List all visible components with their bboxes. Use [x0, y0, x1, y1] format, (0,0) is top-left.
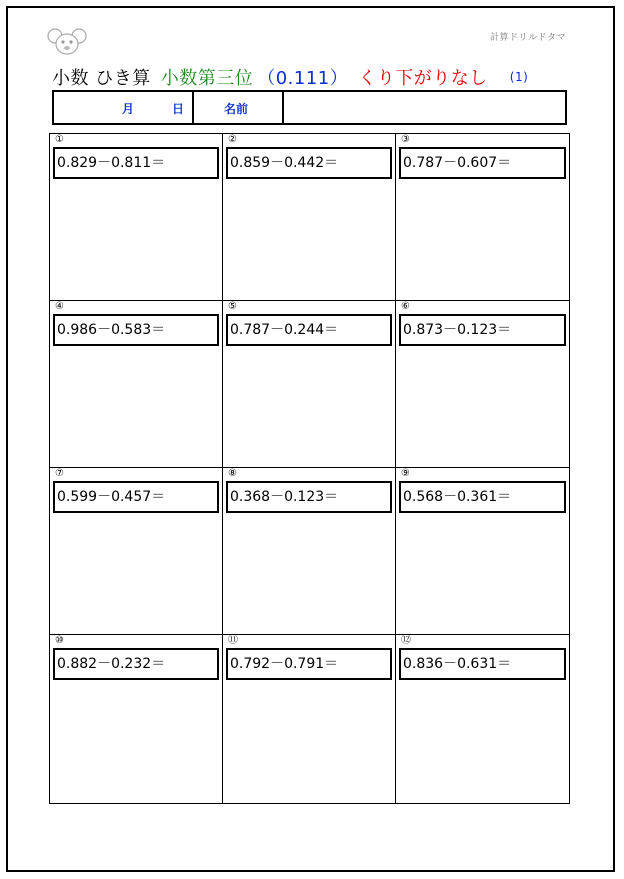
problem-cell	[396, 635, 569, 803]
problem-number: ③	[401, 134, 410, 145]
title-sheet-number: (1)	[509, 70, 529, 84]
problem-cell	[223, 301, 396, 468]
month-label: 月	[122, 102, 135, 116]
answer-space[interactable]	[52, 516, 220, 632]
day-label: 日	[172, 102, 185, 116]
brand-text: 計算ドリルドタマ	[490, 33, 567, 43]
problem-number: ⑤	[228, 301, 237, 312]
problem-cell	[50, 635, 223, 803]
title-topic: 小数第三位	[160, 68, 254, 89]
problem-expression: 0.986－0.583＝	[53, 314, 219, 346]
answer-space[interactable]	[52, 349, 220, 465]
name-label: 名前	[224, 102, 249, 116]
page-title	[52, 64, 528, 90]
problem-expression: 0.836－0.631＝	[399, 648, 566, 680]
answer-space[interactable]	[398, 516, 567, 632]
problem-cell	[50, 301, 223, 468]
answer-space[interactable]	[398, 683, 567, 801]
problem-number: ④	[55, 301, 64, 312]
problem-number: ⑨	[401, 468, 410, 479]
problem-grid	[49, 133, 570, 804]
problem-number: ⑫	[401, 635, 411, 646]
divider	[282, 92, 284, 123]
problem-cell	[223, 635, 396, 803]
problem-expression: 0.368－0.123＝	[226, 481, 392, 513]
problem-number: ②	[228, 134, 237, 145]
date-name-box	[52, 90, 567, 125]
answer-space[interactable]	[52, 182, 220, 298]
title-subject: 小数 ひき算	[52, 68, 151, 89]
problem-expression: 0.873－0.123＝	[399, 314, 566, 346]
problem-expression: 0.829－0.811＝	[53, 147, 219, 179]
divider	[192, 92, 194, 123]
problem-cell	[396, 301, 569, 468]
problem-expression: 0.882－0.232＝	[53, 648, 219, 680]
title-condition: くり下がりなし	[358, 68, 488, 89]
mouse-face-icon	[46, 26, 88, 58]
name-field[interactable]	[286, 94, 563, 121]
problem-number: ⑧	[228, 468, 237, 479]
problem-cell	[396, 468, 569, 635]
answer-space[interactable]	[225, 349, 393, 465]
answer-space[interactable]	[52, 683, 220, 801]
answer-space[interactable]	[225, 516, 393, 632]
problem-expression: 0.792－0.791＝	[226, 648, 392, 680]
answer-space[interactable]	[398, 349, 567, 465]
problem-number: ⑥	[401, 301, 410, 312]
answer-space[interactable]	[398, 182, 567, 298]
problem-expression: 0.568－0.361＝	[399, 481, 566, 513]
problem-number: ①	[55, 134, 64, 145]
problem-cell	[396, 134, 569, 301]
problem-cell	[223, 468, 396, 635]
problem-cell	[223, 134, 396, 301]
problem-expression: 0.787－0.607＝	[399, 147, 566, 179]
answer-space[interactable]	[225, 683, 393, 801]
answer-space[interactable]	[225, 182, 393, 298]
problem-cell	[50, 134, 223, 301]
problem-number: ⑪	[228, 635, 238, 646]
problem-expression: 0.599－0.457＝	[53, 481, 219, 513]
title-example: （0.111）	[257, 68, 349, 89]
problem-expression: 0.787－0.244＝	[226, 314, 392, 346]
problem-expression: 0.859－0.442＝	[226, 147, 392, 179]
problem-cell	[50, 468, 223, 635]
problem-number: ⑩	[55, 635, 64, 646]
problem-number: ⑦	[55, 468, 64, 479]
